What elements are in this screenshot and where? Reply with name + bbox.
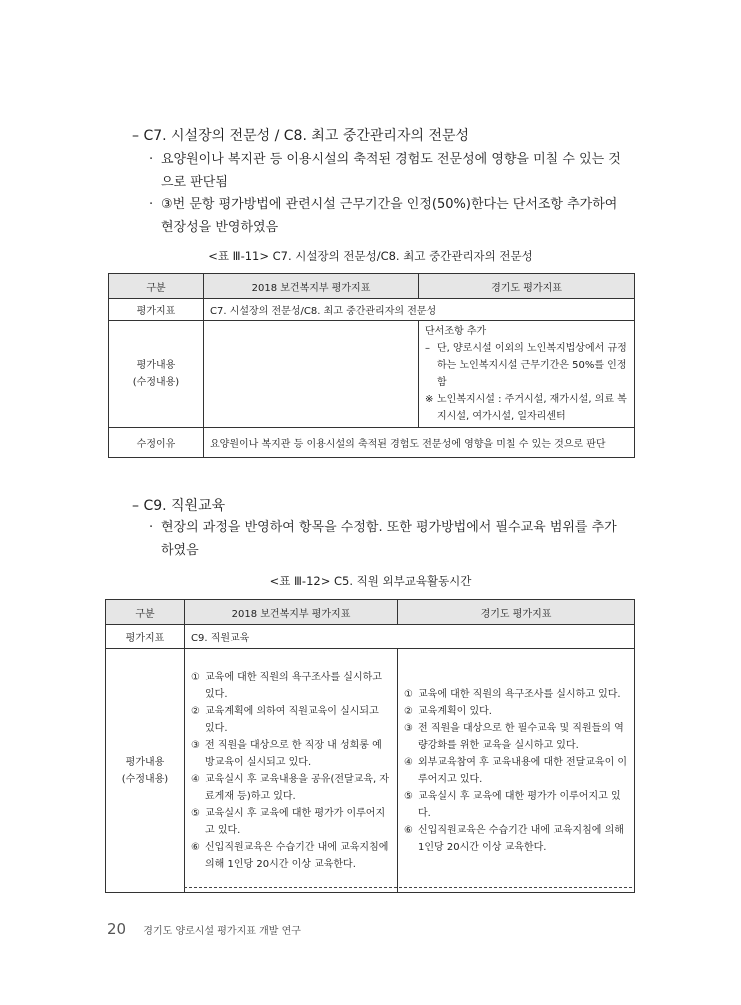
item-text: 전 직원을 대상으로 한 필수교육 및 직원들의 역량강화를 위한 교육을 실시하고 있다. — [418, 722, 624, 751]
table-caption: <표 Ⅲ-11> C7. 시설장의 전문성/C8. 최고 중간관리자의 전문성 — [208, 249, 533, 263]
table-c7-c8 — [108, 273, 635, 458]
table-row — [106, 649, 635, 893]
table-caption: <표 Ⅲ-12> C5. 직원 외부교육활동시간 — [269, 574, 472, 588]
numbered-item — [404, 720, 628, 754]
page-number: 20 — [107, 920, 127, 938]
numbered-item — [191, 805, 391, 839]
row-label: 평가지표 — [109, 299, 204, 321]
column-header: 2018 보건복지부 평가지표 — [204, 274, 419, 299]
item-text: 교육에 대한 직원의 욕구조사를 실시하고 있다. — [418, 688, 621, 700]
bullet-line: 으로 판단됨 — [161, 175, 228, 190]
bullet-item — [149, 516, 641, 562]
item-number: ① — [404, 688, 413, 700]
item-text: 신입직원교육은 수습기간 내에 교육지침에 의해 1인당 20시간 이상 교육한다. — [418, 824, 624, 853]
row-label: 평가지표 — [106, 625, 185, 649]
cell-title: 단서조항 추가 — [425, 326, 487, 337]
item-number: ③ — [191, 739, 200, 751]
numbered-item — [404, 754, 628, 788]
item-number: ④ — [404, 756, 413, 768]
section-heading-c7-c8: – C7. 시설장의 전문성 / C8. 최고 중간관리자의 전문성 — [132, 128, 470, 144]
numbered-item — [191, 771, 391, 805]
numbered-item — [404, 822, 628, 856]
table-cell-empty — [204, 321, 419, 428]
column-header: 경기도 평가지표 — [419, 274, 635, 299]
row-label — [109, 321, 204, 428]
table-cell — [419, 321, 635, 428]
numbered-item — [404, 703, 628, 720]
bullet-line: 현장의 과정을 반영하여 항목을 수정함. 또한 평가방법에서 필수교육 범위를 추가 — [161, 520, 617, 535]
item-text: 교육실시 후 교육에 대한 평가가 이루어지고 있다. — [418, 790, 621, 819]
table-row — [109, 299, 635, 321]
item-number: ③ — [404, 722, 413, 734]
continuation-dashed-line — [184, 887, 632, 888]
item-text: 교육실시 후 교육내용을 공유(전달교육, 자료게재 등)하고 있다. — [205, 773, 390, 802]
item-number: ⑥ — [404, 824, 413, 836]
numbered-item — [191, 669, 391, 703]
row-label-line: 평가내용 — [136, 360, 176, 371]
bullet-mark: · — [149, 520, 154, 535]
item-number: ⑤ — [191, 807, 200, 819]
row-label-line: (수정내용) — [121, 773, 169, 785]
bullet-line: 하였음 — [161, 543, 199, 558]
row-label: 수정이유 — [109, 428, 204, 458]
table-cell: 요양원이나 복지관 등 이용시설의 축적된 경험도 전문성에 영향을 미칠 수 있는 것으로 판단 — [204, 428, 635, 458]
column-header: 구분 — [109, 274, 204, 299]
item-text: 교육계획에 의하여 직원교육이 실시되고 있다. — [205, 705, 379, 734]
item-text: 외부교육참여 후 교육내용에 대한 전달교육이 이루어지고 있다. — [418, 756, 628, 785]
bullet-item — [149, 193, 641, 239]
table-row — [106, 625, 635, 649]
note-mark: ※ — [425, 394, 434, 405]
item-number: ④ — [191, 773, 200, 785]
table-header-row — [109, 274, 635, 299]
item-text: 신입직원교육은 수습기간 내에 교육지침에 의해 1인당 20시간 이상 교육한다. — [205, 841, 389, 870]
table-row — [109, 428, 635, 458]
row-label — [106, 649, 185, 893]
table-cell-left-list — [185, 649, 398, 893]
dash-item — [425, 340, 628, 391]
item-number: ⑤ — [404, 790, 413, 802]
item-text: 교육에 대한 직원의 욕구조사를 실시하고 있다. — [205, 671, 382, 700]
item-number: ② — [404, 705, 413, 717]
item-number: ① — [191, 671, 200, 683]
item-number: ⑥ — [191, 841, 200, 853]
column-header: 경기도 평가지표 — [398, 600, 635, 625]
item-text: 교육계획이 있다. — [418, 705, 492, 717]
section-heading-c9: – C9. 직원교육 — [132, 498, 226, 514]
note-item — [425, 391, 628, 425]
page-footer — [107, 920, 301, 938]
table-cell-right-list — [398, 649, 635, 893]
footer-title: 경기도 양로시설 평가지표 개발 연구 — [143, 926, 301, 937]
bullet-line: ③번 문항 평가방법에 관련시설 근무기간을 인정(50%)한다는 단서조항 추가하여 — [161, 197, 618, 212]
numbered-item — [191, 839, 391, 873]
bullet-line: 현장성을 반영하였음 — [161, 220, 279, 235]
note-text: 노인복지시설 : 주거시설, 재가시설, 의료 복지시설, 여가시설, 일자리센터 — [437, 394, 627, 422]
item-text: 전 직원을 대상으로 한 직장 내 성희롱 예방교육이 실시되고 있다. — [205, 739, 382, 768]
numbered-item — [404, 788, 628, 822]
table-row — [109, 321, 635, 428]
bullet-line: 요양원이나 복지관 등 이용시설의 축적된 경험도 전문성에 영향을 미칠 수 있는 것 — [161, 152, 621, 167]
bullet-mark: · — [149, 197, 154, 212]
numbered-item — [404, 686, 628, 703]
column-header: 구분 — [106, 600, 185, 625]
row-label-line: (수정내용) — [132, 377, 180, 388]
table-cell: C7. 시설장의 전문성/C8. 최고 중간관리자의 전문성 — [204, 299, 635, 321]
bullet-item — [149, 148, 641, 194]
dash-mark: – — [425, 343, 430, 354]
column-header: 2018 보건복지부 평가지표 — [185, 600, 398, 625]
table-cell: C9. 직원교육 — [185, 625, 635, 649]
item-number: ② — [191, 705, 200, 717]
numbered-item — [191, 703, 391, 737]
row-label-line: 평가내용 — [125, 756, 165, 768]
table-header-row — [106, 600, 635, 625]
dash-text: 단, 양로시설 이외의 노인복지법상에서 규정하는 노인복지시설 근무기간은 50%를 인정함 — [437, 343, 627, 388]
table-c9 — [105, 599, 635, 893]
bullet-mark: · — [149, 152, 154, 167]
item-text: 교육실시 후 교육에 대한 평가가 이루어지고 있다. — [205, 807, 386, 836]
numbered-item — [191, 737, 391, 771]
